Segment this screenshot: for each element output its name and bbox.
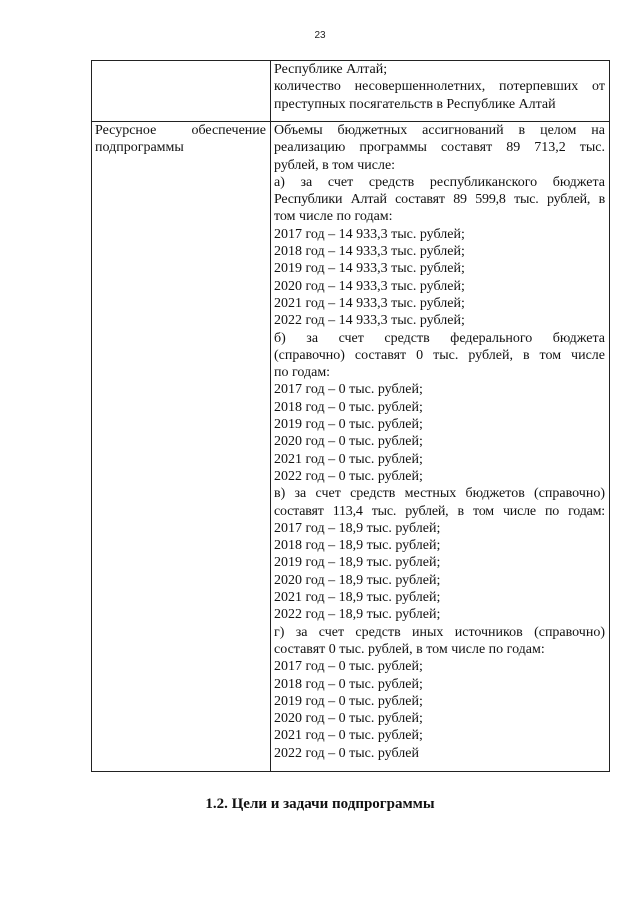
text-line: Республики Алтай составят 89 599,8 тыс. рублей, в [274,192,605,208]
text-line: Республике Алтай; [274,62,388,77]
text-line: количество несовершеннолетних, потерпевших от [274,79,605,95]
text-line: 2020 год – 18,9 тыс. рублей; [274,572,441,588]
page-number: 23 [314,30,326,41]
text-line: 2022 год – 14 933,3 тыс. рублей; [274,313,465,329]
text-line: 2018 год – 0 тыс. рублей; [274,399,423,415]
table-row [92,122,610,772]
text-line: 2022 год – 18,9 тыс. рублей; [274,607,441,623]
text-line: г) за счет средств иных источников (справочно) [274,624,605,640]
text-line: составят 0 тыс. рублей, в том числе по годам: [274,641,545,657]
text-line: Объемы бюджетных ассигнований в целом на [274,123,605,138]
row-label-cell [92,122,271,772]
text-line: составят 113,4 тыс. рублей, в том числе по годам: [274,503,605,519]
text-line: 2017 год – 14 933,3 тыс. рублей; [274,226,465,242]
table-row [92,61,610,122]
text-line: рублей, в том числе: [274,157,396,173]
text-line: в) за счет средств местных бюджетов (справочно) [274,486,605,502]
text-line: том числе по годам: [274,209,393,225]
text-line: 2022 год – 0 тыс. рублей; [274,468,423,484]
text-line: 2021 год – 18,9 тыс. рублей; [274,590,441,606]
row-value-cell [271,61,610,122]
text-line: 2022 год – 0 тыс. рублей [274,745,419,761]
text-line: 2019 год – 18,9 тыс. рублей; [274,555,441,571]
text-line: 2017 год – 0 тыс. рублей; [274,659,423,675]
text-line: 2019 год – 0 тыс. рублей; [274,693,423,709]
text-line: 2019 год – 14 933,3 тыс. рублей; [274,261,465,277]
text-line: 2021 год – 0 тыс. рублей; [274,728,423,744]
text-line: 2020 год – 0 тыс. рублей; [274,434,423,450]
text-line: 2020 год – 0 тыс. рублей; [274,711,423,727]
resource-label: Ресурсное обеспечение [95,123,266,138]
text-line: 2017 год – 18,9 тыс. рублей; [274,520,441,536]
text-line: 2019 год – 0 тыс. рублей; [274,417,423,433]
text-line: реализацию программы составят 89 713,2 тыс. [274,140,605,156]
subprogram-passport-table [91,60,610,772]
row-value-cell [271,122,610,772]
text-line: б) за счет средств федерального бюджета [274,330,605,346]
text-line: 2017 год – 0 тыс. рублей; [274,382,423,398]
resource-label-continued: подпрограммы [95,140,184,156]
text-line: 2020 год – 14 933,3 тыс. рублей; [274,278,465,294]
text-line: 2018 год – 0 тыс. рублей; [274,676,423,692]
text-line: 2021 год – 0 тыс. рублей; [274,451,423,467]
section-heading: 1.2. Цели и задачи подпрограммы [205,796,435,812]
text-line: а) за счет средств республиканского бюджета [274,174,605,190]
text-line: (справочно) составят 0 тыс. рублей, в том числе [274,347,605,363]
row-label-cell [92,61,271,122]
text-line: 2018 год – 18,9 тыс. рублей; [274,538,441,554]
text-line: 2018 год – 14 933,3 тыс. рублей; [274,244,465,260]
text-line: преступных посягательств в Республике Алтай [274,96,556,112]
text-line: по годам: [274,365,331,381]
text-line: 2021 год – 14 933,3 тыс. рублей; [274,295,465,311]
